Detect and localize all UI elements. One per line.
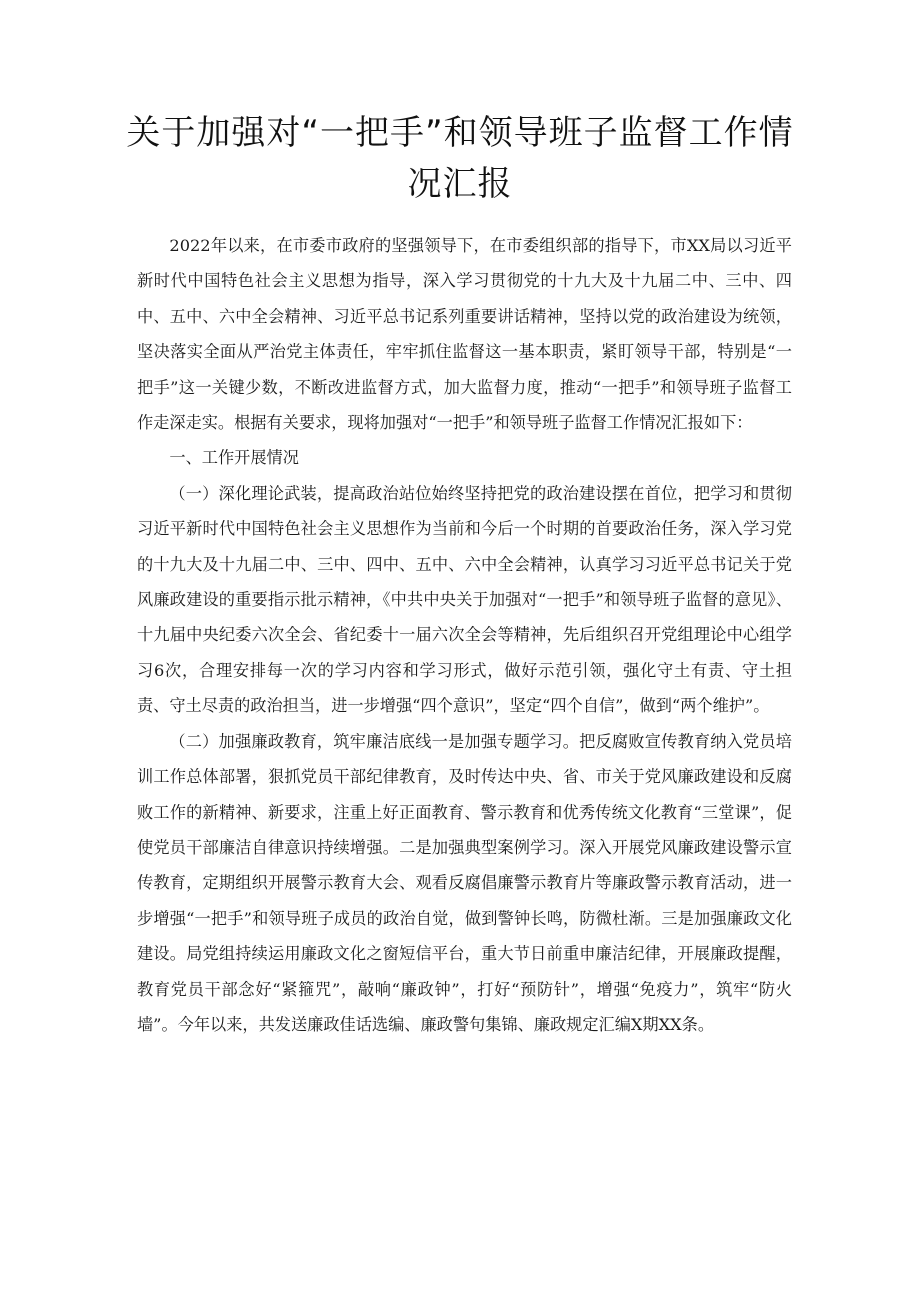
section-heading: 一、工作开展情况 bbox=[169, 448, 299, 468]
body-paragraph: （一）深化理论武装，提高政治站位始终坚持把党的政治建设摆在首位，把学习和贯彻习近平新时代中国特色社会主义思想作为当前和今后一个时期的首要政治任务，深入学习党的十九大及十九届二中、三中、四中、五中、六中全会精神，认真学习习近平总书记关于党风廉政建设的重要指示批示精神，《中共中央关于加强对“一把手”和领导班子监督的意见》、十九届中央纪委六次全会、省纪委十一届六次全会等精神，先后组织召开党组理论中心组学习6次，合理安排每一次的学习内容和学习形式，做好示范引领，强化守土有责、守土担责、守土尽责的政治担当，进一步增强“四个意识”，坚定“四个自信”，做到“两个维护”。 bbox=[137, 483, 792, 716]
document-title: 关于加强对“一把手”和领导班子监督工作情况汇报 bbox=[126, 113, 794, 204]
body-paragraph: （二）加强廉政教育，筑牢廉洁底线一是加强专题学习。把反腐败宣传教育纳入党员培训工作总体部署，狠抓党员干部纪律教育，及时传达中央、省、市关于党风廉政建设和反腐败工作的新精神、新要求，注重上好正面教育、警示教育和优秀传统文化教育“三堂课”，促使党员干部廉洁自律意识持续增强。二是加强典型案例学习。深入开展党风廉政建设警示宣传教育，定期组织开展警示教育大会、观看反腐倡廉警示教育片等廉政警示教育活动，进一步增强“一把手”和领导班子成员的政治自觉，做到警钟长鸣，防微杜渐。三是加强廉政文化建设。局党组持续运用廉政文化之窗短信平台，重大节日前重申廉洁纪律，开展廉政提醒，教育党员干部念好“紧箍咒”，敲响“廉政钟”，打好“预防针”，增强“免疫力”，筑牢“防火墙”。今年以来，共发送廉政佳话选编、廉政警句集锦、廉政规定汇编X期XX条。 bbox=[137, 731, 792, 1034]
intro-paragraph: 2022年以来，在市委市政府的坚强领导下，在市委组织部的指导下，市XX局以习近平新时代中国特色社会主义思想为指导，深入学习贯彻党的十九大及十九届二中、三中、四中、五中、六中全会精神、习近平总书记系列重要讲话精神，坚持以党的政治建设为统领，坚决落实全面从严治党主体责任，牢牢抓住监督这一基本职责，紧盯领导干部，特别是“一把手”这一关键少数，不断改进监督方式，加大监督力度，推动“一把手”和领导班子监督工作走深走实。根据有关要求，现将加强对“一把手”和领导班子监督工作情况汇报如下： bbox=[137, 236, 792, 433]
document-body bbox=[137, 228, 792, 1042]
